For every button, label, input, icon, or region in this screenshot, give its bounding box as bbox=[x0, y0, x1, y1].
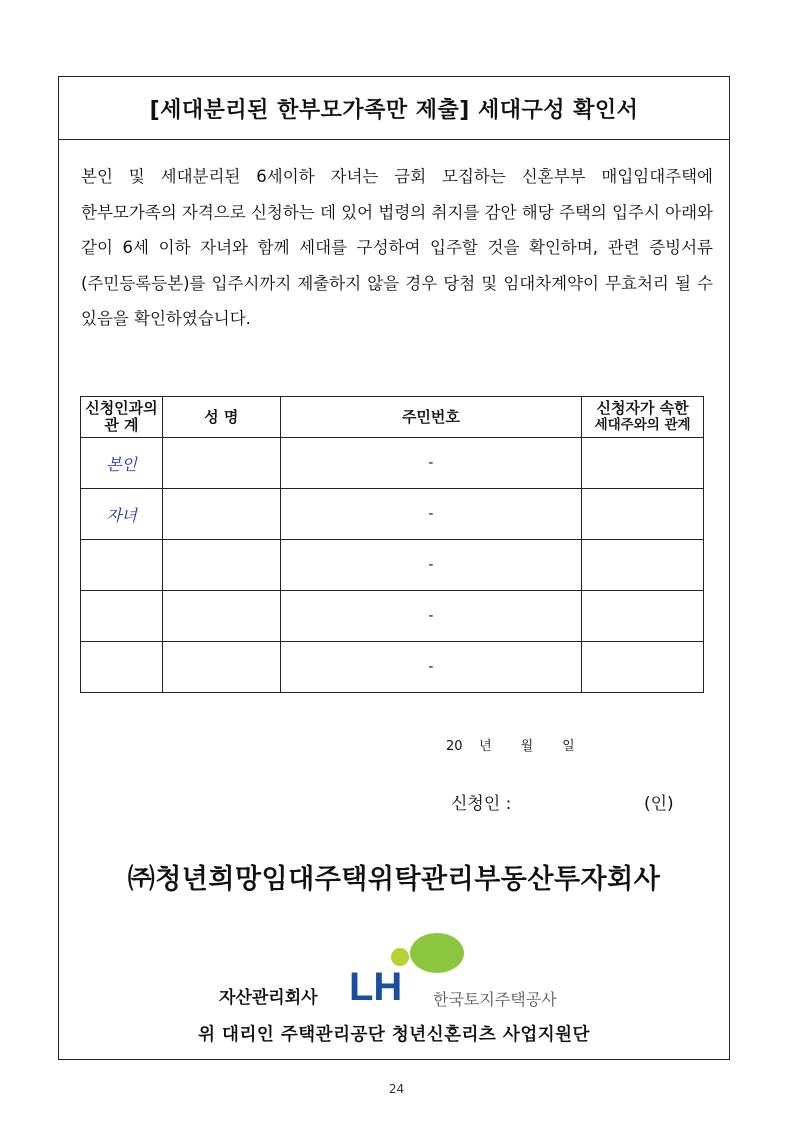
lh-logo-small-dot bbox=[391, 948, 409, 966]
lh-logo-text: LH bbox=[349, 965, 403, 1002]
resident-no-cell[interactable]: - bbox=[280, 642, 581, 693]
asset-manager-label: 자산관리회사 bbox=[219, 988, 318, 1008]
date-day: 일 bbox=[562, 739, 575, 754]
name-cell[interactable] bbox=[162, 642, 280, 693]
header-head-relation bbox=[582, 397, 704, 438]
name-cell[interactable] bbox=[162, 591, 280, 642]
name-cell[interactable] bbox=[162, 489, 280, 540]
head-relation-cell[interactable] bbox=[582, 438, 704, 489]
header-relation-line2: 관 계 bbox=[104, 416, 139, 434]
date-year-prefix: 20 bbox=[446, 739, 463, 754]
applicant-label: 신청인 : bbox=[451, 794, 512, 814]
header-resident-no: 주민번호 bbox=[280, 397, 581, 438]
relation-cell[interactable]: 자녀 bbox=[81, 489, 163, 540]
relation-cell[interactable] bbox=[81, 642, 163, 693]
date-month: 월 bbox=[520, 739, 534, 754]
header-relation-line1: 신청인과의 bbox=[85, 399, 158, 417]
relation-cell[interactable] bbox=[81, 540, 163, 591]
date-line bbox=[446, 735, 575, 754]
resident-no-cell[interactable]: - bbox=[280, 591, 581, 642]
resident-no-cell[interactable]: - bbox=[280, 540, 581, 591]
name-cell[interactable] bbox=[162, 540, 280, 591]
head-relation-cell[interactable] bbox=[582, 540, 704, 591]
page-number: 24 bbox=[388, 1082, 405, 1096]
company-name: ㈜청년희망임대주택위탁관리부동산투자회사 bbox=[127, 864, 661, 895]
form-frame bbox=[58, 76, 730, 1060]
header-head-relation-line2: 세대주와의 관계 bbox=[594, 417, 691, 433]
date-year: 년 bbox=[479, 739, 492, 754]
head-relation-cell[interactable] bbox=[582, 642, 704, 693]
header-relation bbox=[81, 397, 163, 438]
head-relation-cell[interactable] bbox=[582, 591, 704, 642]
relation-cell[interactable]: 본인 bbox=[81, 438, 163, 489]
agent-name: 위 대리인 주택관리공단 청년신혼리츠 사업지원단 bbox=[198, 1025, 590, 1045]
table-row bbox=[81, 438, 704, 489]
table-row bbox=[81, 642, 704, 693]
seal-label: (인) bbox=[644, 794, 674, 814]
head-relation-cell[interactable] bbox=[582, 489, 704, 540]
header-name: 성 명 bbox=[162, 397, 280, 438]
resident-no-cell[interactable]: - bbox=[280, 438, 581, 489]
lh-company-name: 한국토지주택공사 bbox=[433, 990, 557, 1009]
table-row bbox=[81, 540, 704, 591]
resident-no-cell[interactable]: - bbox=[280, 489, 581, 540]
household-table bbox=[80, 396, 704, 693]
table-row bbox=[81, 489, 704, 540]
header-head-relation-line1: 신청자가 속한 bbox=[596, 399, 689, 417]
name-cell[interactable] bbox=[162, 438, 280, 489]
relation-cell[interactable] bbox=[81, 591, 163, 642]
table-header-row bbox=[81, 397, 704, 438]
table-row bbox=[81, 591, 704, 642]
lh-logo-leaf bbox=[410, 933, 464, 973]
form-title: [세대분리된 한부모가족만 제출] 세대구성 확인서 bbox=[59, 77, 729, 140]
statement-text: 본인 및 세대분리된 6세이하 자녀는 금회 모집하는 신혼부부 매입임대주택에 한부모가족의 자격으로 신청하는 데 있어 법령의 취지를 감안 해당 주택의 입주시 아래와 같이 6세 이하 자녀와 함께 세대를 구성하여 입주할 것을 확인하며, 관련 증빙서류(주민등록등본)를 입주시까지 제출하지 않을 경우 당첨 및 임대차계약이 무효처리 될 수 있음을 확인하였습니다. bbox=[81, 167, 713, 328]
